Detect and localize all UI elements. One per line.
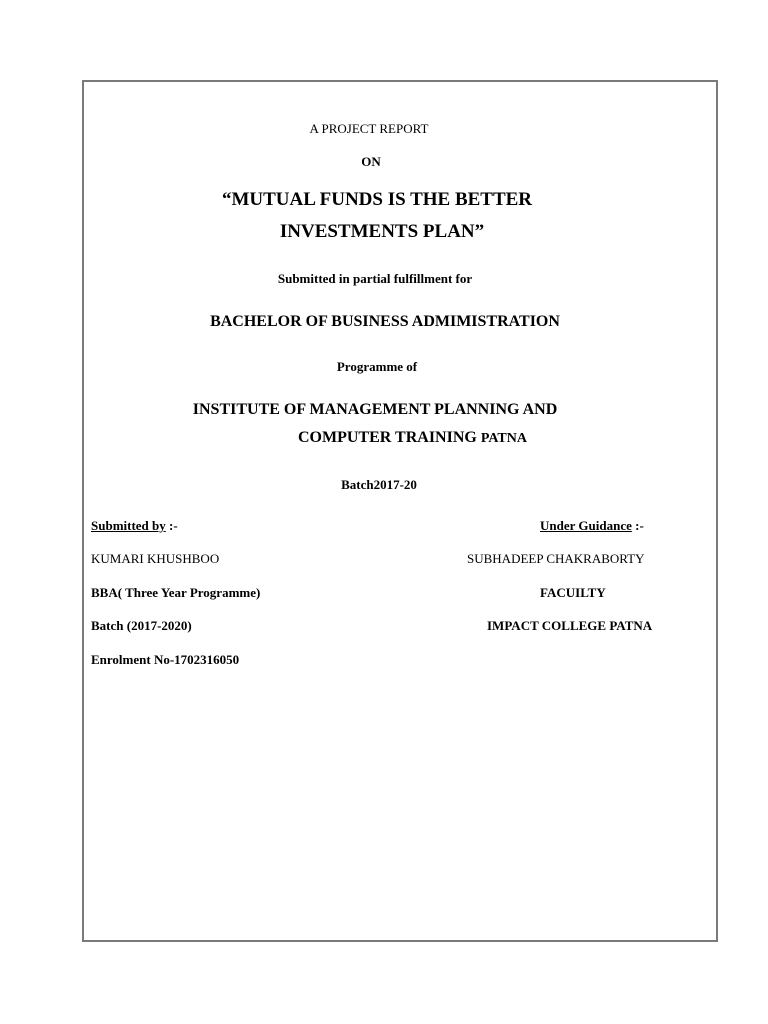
guidance-suffix: :- [631,518,644,533]
guide-college: IMPACT COLLEGE PATNA [487,618,653,633]
title-line-1: “MUTUAL FUNDS IS THE BETTER [221,189,533,210]
institute-line-1: INSTITUTE OF MANAGEMENT PLANNING AND [192,401,558,418]
institute-city: PATNA [480,431,527,446]
degree-name: BACHELOR OF BUSINESS ADMIMISTRATION [210,313,560,330]
guidance-heading [540,519,644,532]
submitted-by-heading [91,519,178,532]
guide-designation: FACUILTY [540,585,606,600]
student-batch: Batch (2017-2020) [91,618,192,633]
report-heading: A PROJECT REPORT [309,121,429,136]
student-enrolment: Enrolment No-1702316050 [91,652,240,667]
institute-name-part: COMPUTER TRAINING [298,429,477,446]
programme-of: Programme of [336,359,418,374]
batch-line: Batch2017-20 [341,477,417,492]
title-line-2: INVESTMENTS PLAN” [279,221,485,242]
student-name: KUMARI KHUSHBOO [91,551,220,566]
submitted-by-label: Submitted by [91,518,166,533]
report-on: ON [361,154,381,169]
student-programme: BBA( Three Year Programme) [91,585,261,600]
guide-name: SUBHADEEP CHAKRABORTY [467,551,645,566]
submitted-by-suffix: :- [165,518,178,533]
institute-line-2 [298,430,527,446]
guidance-label: Under Guidance [540,518,632,533]
submission-purpose: Submitted in partial fulfillment for [277,271,473,286]
